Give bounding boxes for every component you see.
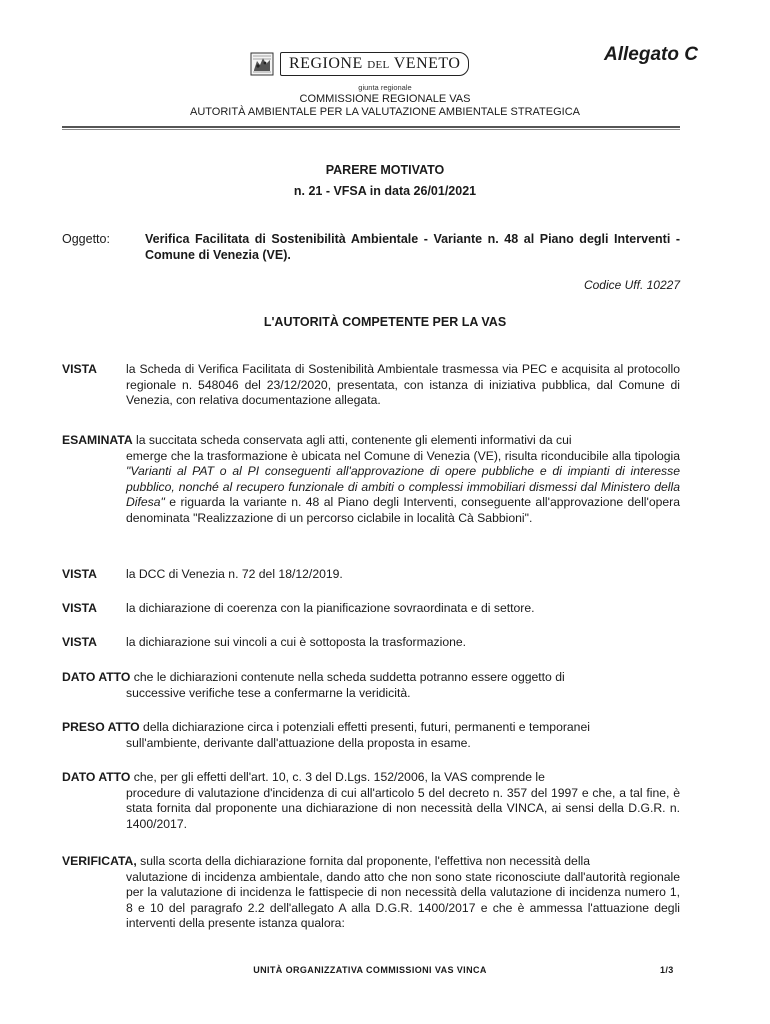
paragraph-text: sulla scorta della dichiarazione fornita dal proponente, l'effettiva non necessità della — [140, 854, 591, 868]
page-number: 1/3 — [660, 965, 674, 975]
paragraph-quote: "Varianti al PAT o al PI conseguenti all'approvazione di opere pubbliche e di impianti di interesse pubblico, nonché al recupero funzionale di ambiti o complessi immobiliari dismessi dal Ministero della Difesa" — [126, 464, 680, 510]
paragraph-text: la dichiarazione sui vincoli a cui è sottoposta la trasformazione. — [126, 635, 467, 649]
keyword-preso-atto: PRESO ATTO — [62, 720, 140, 734]
paragraph-verificata — [62, 854, 680, 932]
paragraph-dato-atto-verifiche — [62, 670, 680, 701]
paragraph-vista-scheda — [62, 362, 680, 409]
paragraph-text: che le dichiarazioni contenute nella scheda suddetta potranno essere oggetto di — [133, 670, 565, 684]
codice-ufficio: Codice Uff. 10227 — [583, 278, 680, 292]
logo-wordmark — [280, 52, 469, 76]
keyword-vista: VISTA — [62, 567, 97, 581]
paragraph-continuation: sull'ambiente, derivante dall'attuazione della proposta in esame. — [126, 735, 471, 750]
paragraph-text: emerge che la trasformazione è ubicata nel Comune di Venezia (VE), risulta riconducibile alla tipologia — [126, 448, 680, 463]
keyword-verificata: VERIFICATA, — [62, 854, 137, 868]
commissione-heading: COMMISSIONE REGIONALE VAS — [299, 93, 471, 105]
paragraph-vista-coerenza — [62, 601, 680, 617]
keyword-vista: VISTA — [62, 362, 97, 376]
paragraph-first-line — [62, 854, 680, 870]
allegato-label: Allegato C — [604, 44, 698, 65]
paragraph-vista-vincoli — [62, 635, 680, 651]
footer-unit: UNITÀ ORGANIZZATIVA COMMISSIONI VAS VINCA — [253, 965, 487, 975]
paragraph-first-line — [62, 720, 680, 736]
paragraph-vista-dcc — [62, 567, 680, 583]
logo-del-text: DEL — [367, 59, 390, 71]
keyword-vista: VISTA — [62, 601, 97, 615]
document-number: n. 21 - VFSA in data 26/01/2021 — [293, 184, 477, 198]
paragraph-dato-atto-vinca — [62, 770, 680, 832]
keyword-dato-atto: DATO ATTO — [62, 670, 131, 684]
paragraph-first-line — [62, 670, 680, 686]
paragraph-continuation — [126, 449, 680, 527]
paragraph-text: e riguarda la variante n. 48 al Piano degli Interventi, conseguente all'approvazione dell'opera denominata "Realizzazione di un percorso ciclabile in località Cà Sabbioni". — [126, 495, 680, 525]
paragraph-text: la dichiarazione di coerenza con la pianificazione sovraordinata e di settore. — [126, 601, 535, 615]
paragraph-first-line — [62, 770, 680, 786]
paragraph-continuation: valutazione di incidenza ambientale, dando atto che non sono state riconosciute dall'autorità regionale per la valutazione di incidenza le fattispecie di non necessità della valutazione di incidenza numero 1, 8 e 10 del paragrafo 2.2 dell'allegato A alla D.G.R. 1400/2017 e che è ammessa l'attuazione degli interventi della presente istanza qualora: — [126, 869, 680, 931]
giunta-regionale: giunta regionale — [358, 83, 412, 92]
logo-regione-text: REGIONE — [289, 55, 363, 72]
paragraph-preso-atto — [62, 720, 680, 751]
paragraph-continuation: successive verifiche tese a confermarne la veridicità. — [126, 685, 411, 700]
paragraph-first-line — [62, 433, 680, 449]
lion-emblem-icon — [250, 52, 274, 76]
keyword-dato-atto: DATO ATTO — [62, 770, 131, 784]
oggetto-label: Oggetto: — [62, 232, 110, 246]
document-title: PARERE MOTIVATO — [325, 163, 445, 177]
keyword-esaminata: ESAMINATA — [62, 433, 133, 447]
logo-veneto-text: VENETO — [393, 55, 461, 72]
autorita-competente-heading: L'AUTORITÀ COMPETENTE PER LA VAS — [263, 315, 507, 329]
paragraph-text: la DCC di Venezia n. 72 del 18/12/2019. — [126, 567, 343, 581]
paragraph-esaminata — [62, 433, 680, 527]
autorita-heading: AUTORITÀ AMBIENTALE PER LA VALUTAZIONE AMBIENTALE STRATEGICA — [190, 106, 580, 118]
paragraph-text: che, per gli effetti dell'art. 10, c. 3 del D.Lgs. 152/2006, la VAS comprende le — [133, 770, 545, 784]
paragraph-continuation: procedure di valutazione d'incidenza di cui all'articolo 5 del decreto n. 357 del 1997 e che, a tal fine, è stata fornita dal proponente una dichiarazione di non necessità della VINCA, ai sensi della D.G.R. n. 1400/2017. — [126, 785, 680, 831]
paragraph-text: della dichiarazione circa i potenziali effetti presenti, futuri, permanenti e temporanei — [143, 720, 590, 734]
regione-veneto-logo — [250, 51, 469, 77]
paragraph-text: la Scheda di Verifica Facilitata di Sostenibilità Ambientale trasmessa via PEC e acquisita al protocollo regionale n. 548046 del 23/12/2020, presentata, con istanza di iniziativa pubblica, dal Comune di Venezia, con relativa documentazione allegata. — [126, 362, 680, 408]
paragraph-text: la succitata scheda conservata agli atti, contenente gli elementi informativi da cui — [136, 433, 572, 447]
oggetto-text: Verifica Facilitata di Sostenibilità Ambientale - Variante n. 48 al Piano degli Interventi - Comune di Venezia (VE). — [145, 232, 680, 262]
keyword-vista: VISTA — [62, 635, 97, 649]
header-divider — [62, 126, 680, 130]
